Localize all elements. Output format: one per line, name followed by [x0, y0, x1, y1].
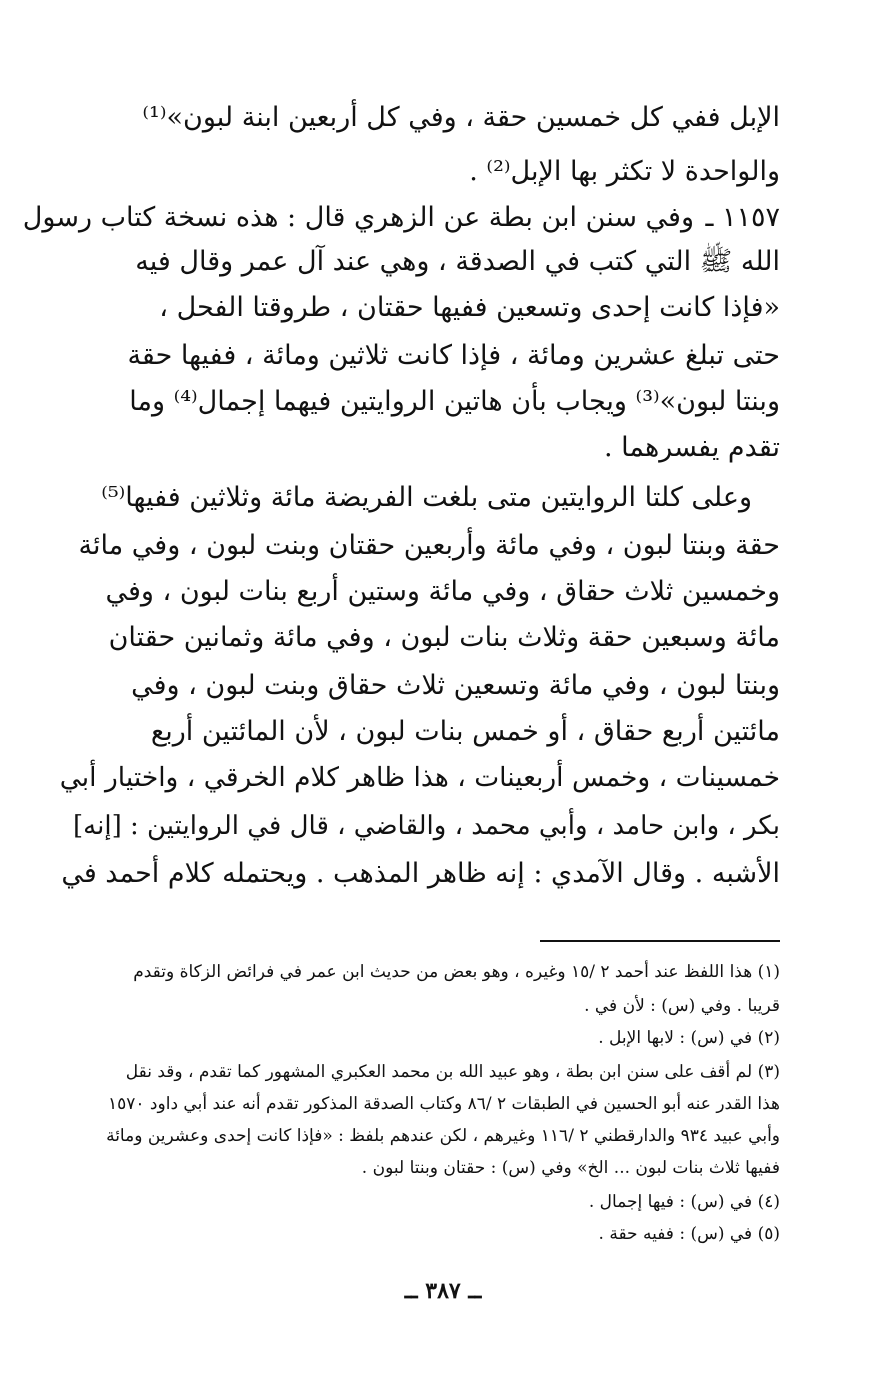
footnote-line: هذا القدر عنه أبو الحسين في الطبقات ٢ /٨٦ وكتاب الصدقة المذكور تقدم أنه عند أبي داود ١٥٧٠ — [108, 1094, 780, 1114]
footnote-line: قريبا . وفي (س) : لأن في . — [584, 996, 780, 1016]
footnote-line: وأبي عبيد ٩٣٤ والدارقطني ٢ /١١٦ وغيرهم ، لكن عندهم بلفظ : «فإذا كانت إحدى وعشرين ومائة — [106, 1126, 780, 1146]
text-line: حتى تبلغ عشرين ومائة ، فإذا كانت ثلاثين ومائة ، ففيها حقة — [127, 340, 780, 371]
text-line: وبنتا لبون ، وفي مائة وتسعين ثلاث حقاق وبنت لبون ، وفي — [131, 670, 780, 701]
footnote-line: ففيها ثلاث بنات لبون ... الخ» وفي (س) : حقتان وبنتا لبون . — [361, 1158, 780, 1178]
text-line: تقدم يفسرهما . — [603, 432, 780, 463]
hadith-number: ١١٥٧ ـ — [705, 202, 780, 233]
footnote-line: (٢) في (س) : لابها الإبل . — [598, 1028, 780, 1048]
text-line: الأشبه . وقال الآمدي : إنه ظاهر المذهب . ويحتمله كلام أحمد في — [61, 858, 780, 889]
text-line: مائتين أربع حقاق ، أو خمس بنات لبون ، لأن المائتين أربع — [150, 716, 780, 747]
text-line: «فإذا كانت إحدى وتسعين ففيها حقتان ، طروقتا الفحل ، — [159, 292, 780, 323]
footnote-line: (٤) في (س) : فيها إجمال . — [588, 1192, 780, 1212]
page-number: ــ ٣٨٧ ــ — [404, 1278, 482, 1304]
footnote-separator — [540, 940, 780, 942]
footnote-line: (١) هذا اللفظ عند أحمد ٢ /١٥ وغيره ، وهو بعض من حديث ابن عمر في فرائض الزكاة وتقدم — [133, 962, 780, 982]
text-line: مائة وسبعين حقة وثلاث بنات لبون ، وفي مائة وثمانين حقتان — [108, 622, 780, 653]
text-line: وعلى كلتا الروايتين متى بلغت الفريضة مائة وثلاثين ففيها⁽⁵⁾ — [101, 482, 752, 513]
text-line: الإبل ففي كل خمسين حقة ، وفي كل أربعين ابنة لبون»⁽¹⁾ — [142, 102, 780, 133]
text-line: وخمسين ثلاث حقاق ، وفي مائة وستين أربع بنات لبون ، وفي — [105, 576, 780, 607]
text-line: الله ﷺ التي كتب في الصدقة ، وهي عند آل عمر وقال فيه — [135, 246, 780, 277]
text-line: بكر ، وابن حامد ، وأبي محمد ، والقاضي ، قال في الروايتين : [إنه] — [73, 811, 780, 841]
text-line: حقة وبنتا لبون ، وفي مائة وأربعين حقتان وبنت لبون ، وفي مائة — [78, 530, 780, 561]
text-line: وبنتا لبون»⁽³⁾ ويجاب بأن هاتين الروايتين فيهما إجمال⁽⁴⁾ وما — [129, 386, 780, 417]
footnote-line: (٣) لم أقف على سنن ابن بطة ، وهو عبيد الله بن محمد العكبري المشهور كما تقدم ، وقد نقل — [125, 1062, 780, 1082]
text-line: خمسينات ، وخمس أربعينات ، هذا ظاهر كلام الخرقي ، واختيار أبي — [59, 762, 780, 793]
footnote-line: (٥) في (س) : ففيه حقة . — [598, 1224, 780, 1244]
text-line: والواحدة لا تكثر بها الإبل⁽²⁾ . — [469, 156, 780, 187]
text-line: وفي سنن ابن بطة عن الزهري قال : هذه نسخة كتاب رسول — [22, 202, 694, 233]
